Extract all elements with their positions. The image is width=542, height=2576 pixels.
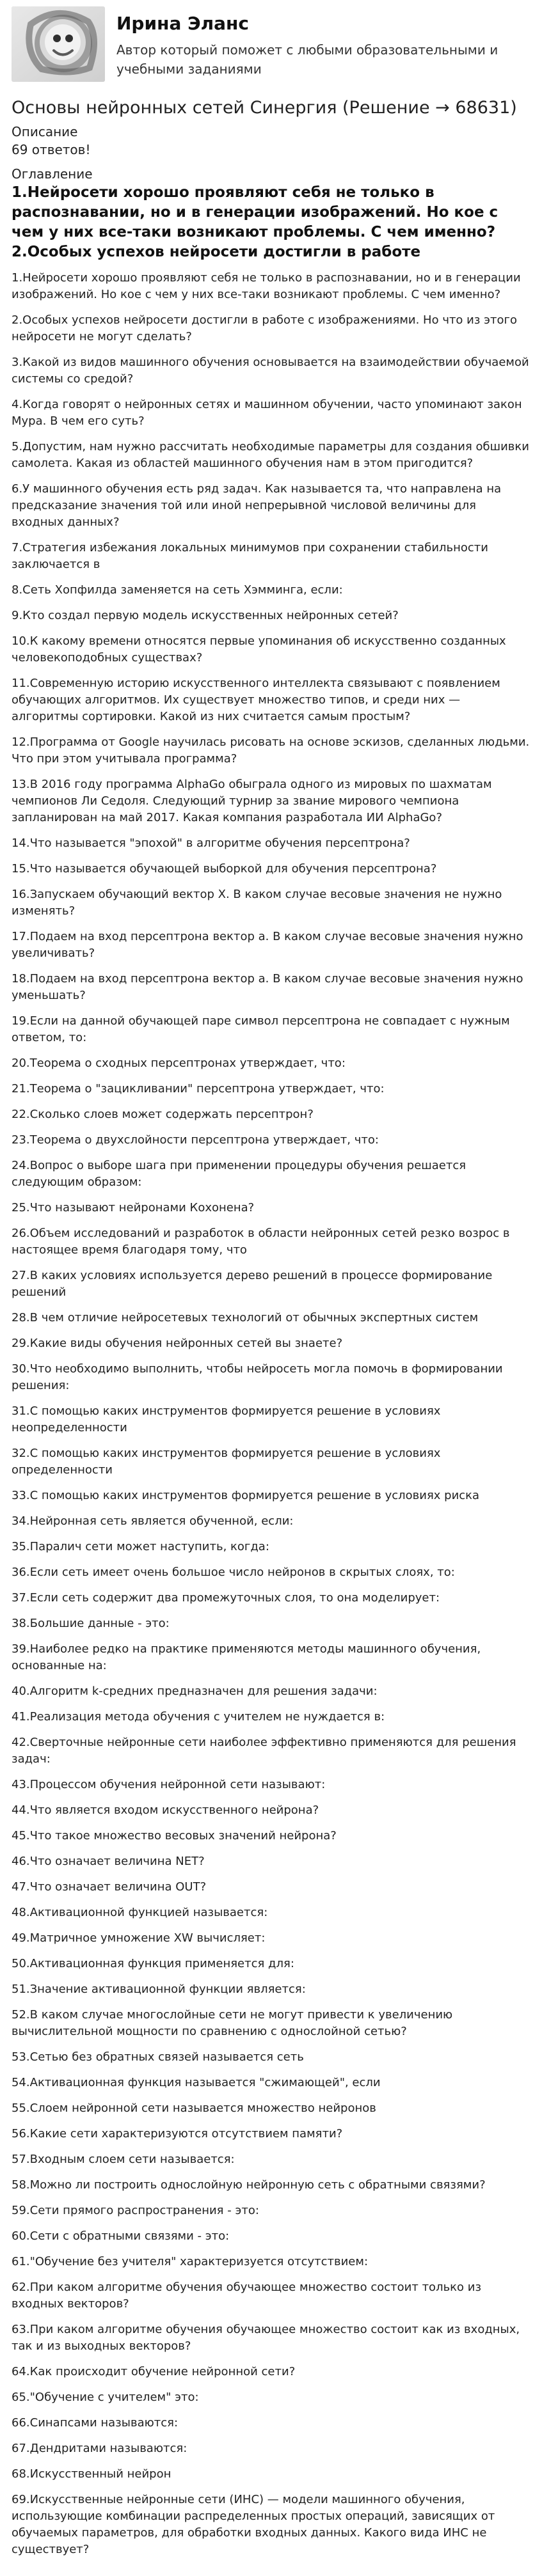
toc-item[interactable] xyxy=(12,1709,530,1725)
toc-item[interactable] xyxy=(12,1445,530,1479)
toc-item[interactable] xyxy=(12,1310,530,1326)
toc-link[interactable]: 29.Какие виды обучения нейронных сетей вы знаете? xyxy=(12,1337,343,1350)
toc-link[interactable]: 20.Теорема о сходных персептронах утверждает, что: xyxy=(12,1056,346,1070)
toc-item[interactable] xyxy=(12,835,530,852)
toc-link[interactable]: 60.Сети с обратными связями - это: xyxy=(12,2229,230,2243)
toc-label: Оглавление xyxy=(12,166,93,182)
toc-item[interactable] xyxy=(12,1734,530,1768)
toc-link[interactable]: 27.В каких условиях используется дерево решений в процессе формирование решений xyxy=(12,1269,493,1299)
toc-item[interactable] xyxy=(12,2177,530,2194)
toc-item[interactable] xyxy=(12,1539,530,1555)
toc-link[interactable]: 58.Можно ли построить однослойную нейронную сеть с обратными связями? xyxy=(12,2178,486,2192)
toc-item[interactable] xyxy=(12,2126,530,2142)
toc-link[interactable]: 12.Программа от Google научилась рисовать на основе эскизов, сделанных людьми. Что при этом учитывала программа? xyxy=(12,735,530,766)
toc-link[interactable]: 68.Искусственный нейрон xyxy=(12,2467,171,2481)
toc-link[interactable]: 62.При каком алгоритме обучения обучающее множество состоит только из входных векторов? xyxy=(12,2281,482,2311)
toc-link[interactable]: 33.С помощью каких инструментов формируется решение в условиях риска xyxy=(12,1489,480,1502)
toc-link[interactable]: 63.При каком алгоритме обучения обучающее множество состоит как из входных, так и из выходных векторов? xyxy=(12,2323,520,2353)
toc-link[interactable]: 37.Если сеть содержит два промежуточных слоя, то она моделирует: xyxy=(12,1591,440,1605)
toc-link[interactable]: 42.Сверточные нейронные сети наиболее эффективно применяются для решения задач: xyxy=(12,1736,516,1766)
toc-item[interactable] xyxy=(12,633,530,666)
toc-item[interactable] xyxy=(12,2389,530,2406)
toc-link[interactable]: 25.Что называют нейронами Кохонена? xyxy=(12,1201,255,1214)
toc-item[interactable] xyxy=(12,2466,530,2483)
toc-link[interactable]: 13.В 2016 году программа AlphaGo обыграла одного из мировых по шахматам чемпионов Ли Седоля. Следующий турнир за звание мирового чемпиона запланирован на май 2017. Какая компания разработала ИИ AlphaGo? xyxy=(12,778,492,824)
toc-item[interactable] xyxy=(12,1403,530,1436)
toc-item[interactable] xyxy=(12,675,530,725)
toc-item[interactable] xyxy=(12,1683,530,1700)
toc-link[interactable]: 36.Если сеть имеет очень большое число нейронов в скрытых слоях, то: xyxy=(12,1566,455,1579)
toc-link[interactable]: 69.Искусственные нейронные сети (ИНС) — модели машинного обучения, использующие комбинации распределенных простых операций, зависящих от обучаемых параметров, для обработки входных данных. Какого вида ИНС не существует? xyxy=(12,2493,495,2556)
toc-link[interactable]: 65."Обучение с учителем" это: xyxy=(12,2391,199,2404)
toc-item[interactable] xyxy=(12,1615,530,1632)
answers-count: 69 ответов! xyxy=(12,142,91,157)
toc-item[interactable] xyxy=(12,2049,530,2066)
toc-link[interactable]: 19.Если на данной обучающей паре символ персептрона не совпадает с нужным ответом, то: xyxy=(12,1014,510,1044)
toc-item[interactable] xyxy=(12,1777,530,1793)
toc-item[interactable] xyxy=(12,540,530,573)
toc-item[interactable] xyxy=(12,1905,530,1921)
toc-link[interactable]: 2.Особых успехов нейросети достигли в работе с изображениями. Но что из этого нейросети не могут сделать? xyxy=(12,313,518,343)
toc-item[interactable] xyxy=(12,1879,530,1896)
toc-item[interactable] xyxy=(12,1013,530,1046)
toc-link[interactable]: 61."Обучение без учителя" характеризуется отсутствием: xyxy=(12,2255,369,2268)
toc-link[interactable]: 47.Что означает величина OUT? xyxy=(12,1880,207,1894)
toc-item[interactable] xyxy=(12,2415,530,2431)
avatar[interactable] xyxy=(12,6,105,82)
toc-link[interactable]: 30.Что необходимо выполнить, чтобы нейросеть могла помочь в формировании решения: xyxy=(12,1362,503,1392)
page-title: Основы нейронных сетей Синергия (Решение → 68631) xyxy=(12,98,517,118)
toc-item[interactable] xyxy=(12,929,530,962)
toc-link[interactable]: 11.Современную историю искусственного интеллекта связывают с появлением обучающих алгоритмов. Их существует множество типов, и среди них — алгоритмы сортировки. Какой из них считается самым простым? xyxy=(12,677,500,723)
toc-item[interactable] xyxy=(12,1564,530,1581)
toc-link[interactable]: 53.Сетью без обратных связей называется сеть xyxy=(12,2050,304,2064)
toc-link[interactable]: 32.С помощью каких инструментов формируется решение в условиях определенности xyxy=(12,1447,441,1477)
toc-item[interactable] xyxy=(12,886,530,920)
toc-item[interactable] xyxy=(12,397,530,430)
toc-item[interactable] xyxy=(12,354,530,388)
toc-link[interactable]: 46.Что означает величина NET? xyxy=(12,1855,205,1868)
toc-item[interactable] xyxy=(12,1132,530,1149)
avatar-image xyxy=(12,6,105,82)
toc-link[interactable]: 7.Стратегия избежания локальных минимумов при сохранении стабильности заключается в xyxy=(12,541,488,571)
toc-link[interactable]: 48.Активационной функцией называется: xyxy=(12,1906,268,1919)
toc-item[interactable] xyxy=(12,270,530,303)
toc-link[interactable]: 26.Объем исследований и разработок в области нейронных сетей резко возрос в настоящее время благодаря тому, что xyxy=(12,1227,510,1257)
toc-link[interactable]: 35.Паралич сети может наступить, когда: xyxy=(12,1540,269,1553)
toc-link[interactable]: 40.Алгоритм k-средних предназначен для решения задачи: xyxy=(12,1685,378,1698)
toc-link[interactable]: 21.Теорема о "зацикливании" персептрона утверждает, что: xyxy=(12,1082,385,1096)
author-card xyxy=(12,6,530,82)
toc-link[interactable]: 57.Входным слоем сети называется: xyxy=(12,2153,235,2166)
toc-item[interactable] xyxy=(12,1828,530,1844)
toc-item[interactable] xyxy=(12,312,530,345)
toc-link[interactable]: 4.Когда говорят о нейронных сетях и машинном обучении, часто упоминают закон Мура. В чем его суть? xyxy=(12,398,522,428)
toc-link[interactable]: 15.Что называется обучающей выборкой для обучения персептрона? xyxy=(12,862,437,876)
toc-item[interactable] xyxy=(12,2364,530,2380)
toc-item[interactable] xyxy=(12,2100,530,2117)
toc-item[interactable] xyxy=(12,2151,530,2168)
table-of-contents xyxy=(12,270,530,2558)
toc-item[interactable] xyxy=(12,1106,530,1123)
toc-link[interactable]: 39.Наиболее редко на практике применяются методы машинного обучения, основанные на: xyxy=(12,1642,481,1672)
toc-item[interactable] xyxy=(12,1488,530,1504)
toc-link[interactable]: 23.Теорема о двухслойности персептрона утверждает, что: xyxy=(12,1133,379,1147)
toc-link[interactable]: 45.Что такое множество весовых значений нейрона? xyxy=(12,1829,337,1842)
toc-link[interactable]: 8.Сеть Хопфилда заменяется на сеть Хэмминга, если: xyxy=(12,583,343,597)
toc-item[interactable] xyxy=(12,1590,530,1606)
toc-link[interactable]: 5.Допустим, нам нужно рассчитать необходимые параметры для создания обшивки самолета. Какая из областей машинного обучения нам в этом пригодится? xyxy=(12,440,529,470)
toc-item[interactable] xyxy=(12,1513,530,1530)
toc-link[interactable]: 31.С помощью каких инструментов формируется решение в условиях неопределенности xyxy=(12,1404,441,1434)
toc-link[interactable]: 66.Синапсами называются: xyxy=(12,2416,179,2430)
author-info xyxy=(116,6,526,79)
toc-link[interactable]: 9.Кто создал первую модель искусственных нейронных сетей? xyxy=(12,609,399,622)
toc-link[interactable]: 44.Что является входом искусственного нейрона? xyxy=(12,1803,319,1817)
toc-link[interactable]: 51.Значение активационной функции является: xyxy=(12,1983,306,1996)
toc-item[interactable] xyxy=(12,2440,530,2457)
toc-link[interactable]: 3.Какой из видов машинного обучения основывается на взаимодействии обучаемой системы со средой? xyxy=(12,356,529,386)
toc-item[interactable] xyxy=(12,1361,530,1394)
toc-item[interactable] xyxy=(12,2254,530,2270)
author-name[interactable]: Ирина Эланс xyxy=(116,13,249,34)
toc-link[interactable]: 59.Сети прямого распространения - это: xyxy=(12,2204,259,2217)
toc-link[interactable]: 54.Активационная функция называется "сжимающей", если xyxy=(12,2076,381,2089)
toc-item[interactable] xyxy=(12,1200,530,1216)
toc-link[interactable]: 18.Подаем на вход персептрона вектор a. В каком случае весовые значения нужно уменьшать? xyxy=(12,972,523,1002)
toc-item[interactable] xyxy=(12,439,530,472)
author-description: Автор который поможет с любыми образовательными и учебными заданиями xyxy=(116,42,498,77)
toc-item[interactable] xyxy=(12,971,530,1004)
toc-link[interactable]: 22.Сколько слоев может содержать персептрон? xyxy=(12,1108,314,1121)
toc-item[interactable] xyxy=(12,1802,530,1819)
toc-link[interactable]: 34.Нейронная сеть является обученной, если: xyxy=(12,1514,294,1528)
toc-link[interactable]: 43.Процессом обучения нейронной сети называют: xyxy=(12,1778,326,1791)
toc-item[interactable] xyxy=(12,1225,530,1259)
highlight-question: 1.Нейросети хорошо проявляют себя не только в распознавании, но и в генерации изображений. Но кое с чем у них все-таки возникают проблемы. С чем именно?2.Особых успехов нейросети достигли в работе xyxy=(12,184,498,260)
description-label: Описание xyxy=(12,124,78,139)
toc-link[interactable]: 38.Большие данные - это: xyxy=(12,1617,170,1630)
toc-item[interactable] xyxy=(12,2279,530,2313)
toc-link[interactable]: 56.Какие сети характеризуются отсутствием памяти? xyxy=(12,2127,343,2140)
toc-item[interactable] xyxy=(12,2007,530,2040)
toc-item[interactable] xyxy=(12,1981,530,1998)
toc-link[interactable]: 6.У машинного обучения есть ряд задач. Как называется та, что направлена на предсказание значения той или иной непрерывной числовой величины для входных данных? xyxy=(12,482,502,529)
toc-item[interactable] xyxy=(12,1335,530,1352)
toc-link[interactable]: 14.Что называется "эпохой" в алгоритме обучения персептрона? xyxy=(12,836,410,850)
toc-link[interactable]: 41.Реализация метода обучения с учителем не нуждается в: xyxy=(12,1710,385,1724)
toc-link[interactable]: 64.Как происходит обучение нейронной сети? xyxy=(12,2365,296,2378)
toc-link[interactable]: 52.В каком случае многослойные сети не могут привести к увеличению вычислительной мощности по сравнению с однослойной сетью? xyxy=(12,2008,453,2038)
toc-item[interactable] xyxy=(12,481,530,531)
toc-item[interactable] xyxy=(12,608,530,624)
toc-item[interactable] xyxy=(12,2492,530,2558)
toc-link[interactable]: 16.Запускаем обучающий вектор X. В каком случае весовые значения не нужно изменять? xyxy=(12,888,502,918)
toc-link[interactable]: 17.Подаем на вход персептрона вектор a. В каком случае весовые значения нужно увеличивать? xyxy=(12,930,523,960)
toc-link[interactable]: 1.Нейросети хорошо проявляют себя не только в распознавании, но и в генерации изображений. Но кое с чем у них все-таки возникают проблемы. С чем именно? xyxy=(12,271,521,301)
toc-item[interactable] xyxy=(12,1930,530,1947)
toc-item[interactable] xyxy=(12,776,530,826)
toc-link[interactable]: 50.Активационная функция применяется для: xyxy=(12,1957,294,1970)
toc-item[interactable] xyxy=(12,1158,530,1191)
toc-item[interactable] xyxy=(12,582,530,599)
toc-item[interactable] xyxy=(12,2203,530,2219)
toc-item[interactable] xyxy=(12,2228,530,2245)
toc-item[interactable] xyxy=(12,1956,530,1972)
toc-item[interactable] xyxy=(12,1268,530,1301)
toc-item[interactable] xyxy=(12,1081,530,1097)
toc-item[interactable] xyxy=(12,861,530,877)
toc-item[interactable] xyxy=(12,1055,530,1072)
toc-link[interactable]: 10.К какому времени относятся первые упоминания об искусственно созданных человекоподобных существах? xyxy=(12,634,506,664)
toc-link[interactable]: 28.В чем отличие нейросетевых технологий от обычных экспертных систем xyxy=(12,1311,479,1324)
toc-item[interactable] xyxy=(12,734,530,767)
toc-link[interactable]: 49.Матричное умножение XW вычисляет: xyxy=(12,1931,266,1945)
toc-item[interactable] xyxy=(12,2321,530,2355)
toc-link[interactable]: 67.Дендритами называются: xyxy=(12,2442,187,2455)
toc-item[interactable] xyxy=(12,1641,530,1674)
toc-item[interactable] xyxy=(12,2075,530,2091)
toc-link[interactable]: 24.Вопрос о выборе шага при применении процедуры обучения решается следующим образом: xyxy=(12,1159,466,1189)
toc-link[interactable]: 55.Слоем нейронной сети называется множество нейронов xyxy=(12,2101,376,2115)
toc-item[interactable] xyxy=(12,1853,530,1870)
